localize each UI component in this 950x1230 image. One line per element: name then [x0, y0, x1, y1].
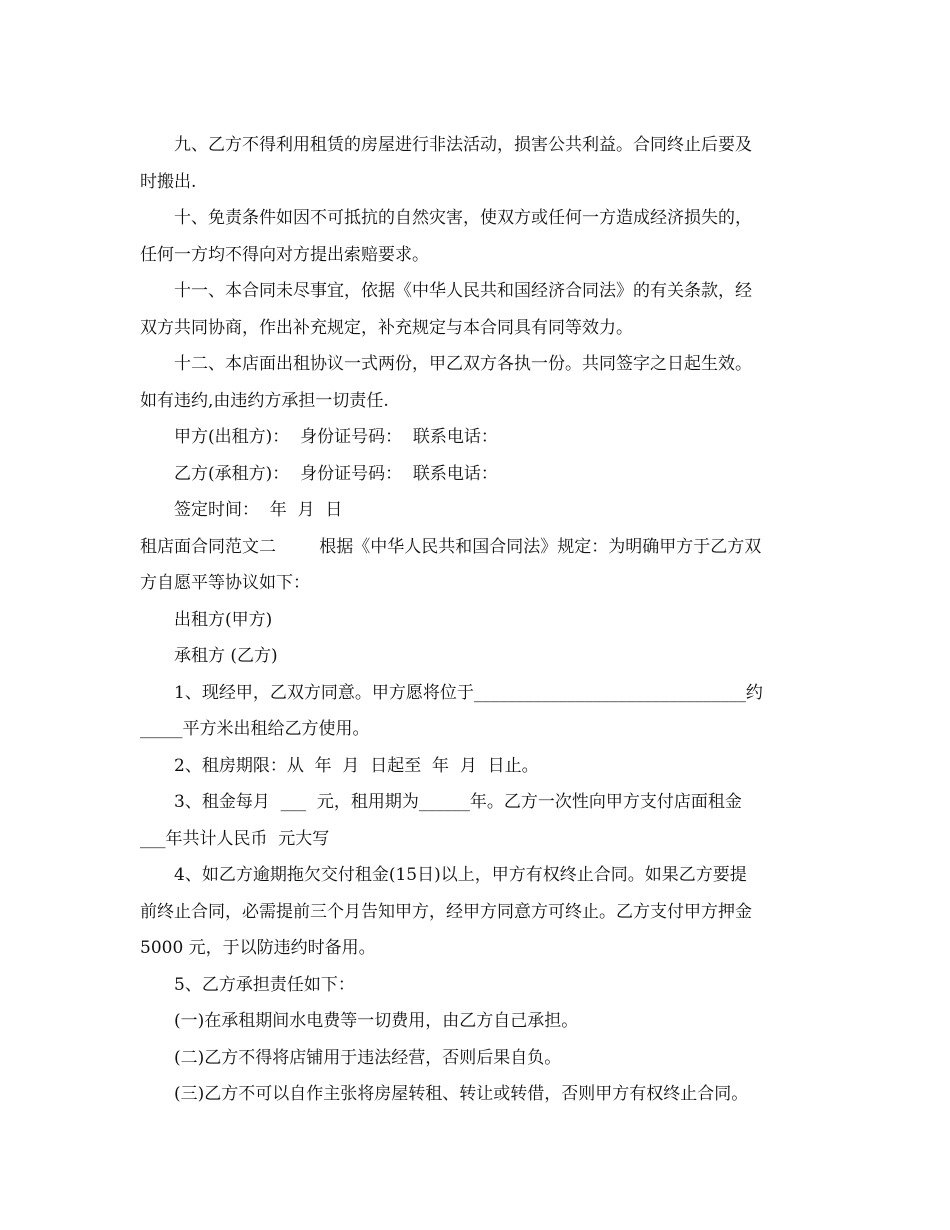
- template-two-intro-line-2: 方自愿平等协议如下：: [140, 573, 310, 593]
- party-a-signature-line: 甲方(出租方)： 身份证号码： 联系电话：: [174, 427, 498, 447]
- item-1-line-1: 1、现经甲，乙双方同意。甲方愿将位于________________________________约: [174, 682, 763, 703]
- item-5-heading: 5、乙方承担责任如下：: [174, 974, 355, 995]
- clause-11-line-1: 十一、本合同未尽事宜，依据《中华人民共和国经济合同法》的有关条款，经: [174, 281, 752, 301]
- item-5-sub-3: (三)乙方不可以自作主张将房屋转租、转让或转借，否则甲方有权终止合同。: [174, 1084, 749, 1104]
- item-5-sub-2: (二)乙方不得将店铺用于违法经营，否则后果自负。: [174, 1047, 562, 1068]
- item-3-line-1: 3、租金每月 ___ 元，租用期为______年。乙方一次性向甲方支付店面租金: [174, 792, 742, 812]
- template-two-intro-line-1: 租店面合同范文二 根据《中华人民共和国合同法》规定：为明确甲方于乙方双: [140, 536, 762, 557]
- lessee-line: 承租方 (乙方): [174, 646, 278, 666]
- item-3-line-2: ___年共计人民币 元大写: [140, 828, 330, 849]
- item-4-line-3: 5000 元，于以防违约时备用。: [140, 938, 376, 958]
- signing-date-line: 签定时间： 年 月 日: [174, 500, 343, 520]
- clause-10-line-1: 十、免责条件如因不可抵抗的自然灾害，使双方或任何一方造成经济损失的，: [174, 208, 752, 228]
- item-1-line-2: _____平方米出租给乙方使用。: [140, 719, 370, 739]
- item-5-sub-1: (一)在承租期间水电费等一切费用，由乙方自己承担。: [174, 1011, 579, 1031]
- clause-9-line-2: 时搬出.: [140, 171, 197, 192]
- document-body: [140, 127, 812, 1113]
- clause-12-line-1: 十二、本店面出租协议一式两份，甲乙双方各执一份。共同签字之日起生效。: [174, 354, 752, 374]
- clause-12-line-2: 如有违约,由违约方承担一切责任.: [140, 390, 389, 411]
- clause-10-line-2: 任何一方均不得向对方提出索赔要求。: [140, 244, 429, 265]
- party-b-signature-line: 乙方(承租方)： 身份证号码： 联系电话：: [174, 463, 498, 484]
- item-2-line: 2、租房期限：从 年 月 日起至 年 月 日止。: [174, 755, 539, 776]
- item-4-line-1: 4、如乙方逾期拖欠交付租金(15日)以上，甲方有权终止合同。如果乙方要提: [174, 865, 747, 885]
- clause-9-line-1: 九、乙方不得利用租赁的房屋进行非法活动，损害公共利益。合同终止后要及: [174, 135, 752, 155]
- item-4-line-2: 前终止合同，必需提前三个月告知甲方，经甲方同意方可终止。乙方支付甲方押金: [140, 901, 752, 922]
- clause-11-line-2: 双方共同协商，作出补充规定，补充规定与本合同具有同等效力。: [140, 317, 633, 338]
- lessor-line: 出租方(甲方): [174, 609, 273, 630]
